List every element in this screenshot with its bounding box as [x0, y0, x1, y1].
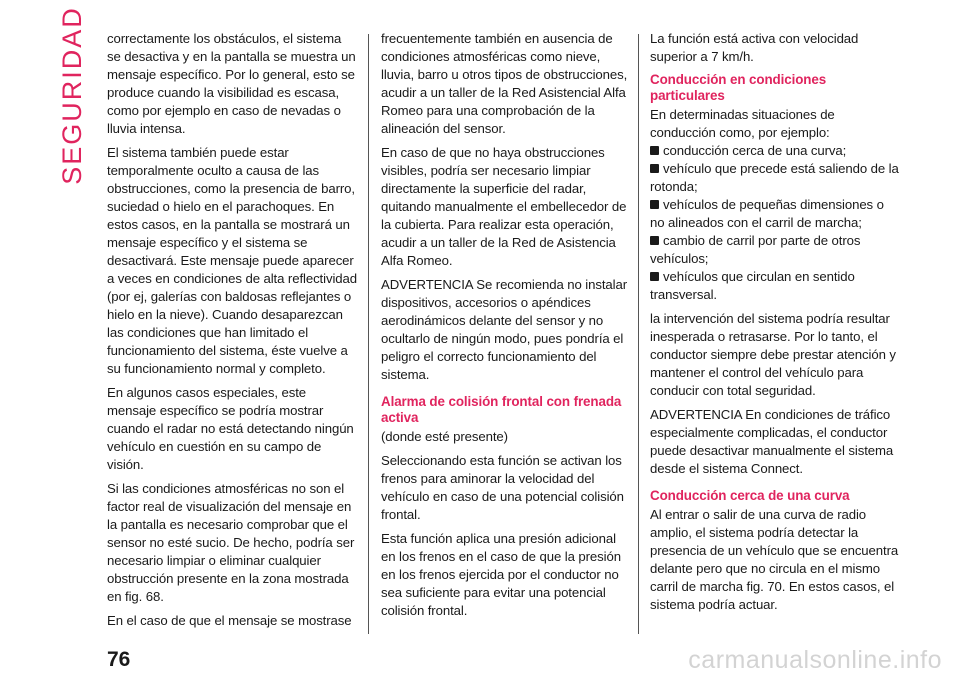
paragraph: En el caso de que el mensaje se mostrase	[107, 613, 352, 628]
bullet-list	[650, 142, 900, 304]
section-heading: Alarma de colisión frontal con frenada activa	[381, 394, 622, 425]
text-column-2	[381, 30, 629, 626]
list-item-text: cambio de carril por parte de otros vehículos;	[650, 233, 861, 266]
paragraph: En caso de que no haya obstrucciones visibles, podría ser necesario limpiar directamente la superficie del radar, quitando manualmente el embellecedor de la cubierta. Para realizar esta operación, acudir a un taller de la Red de Asistencia Alfa Romeo.	[381, 145, 627, 268]
text-column-3	[650, 30, 900, 620]
text-column-1	[107, 30, 357, 636]
paragraph: El sistema también puede estar temporalmente oculto a causa de las obstrucciones, como la presencia de barro, suciedad o hielo en el parachoques. En estos casos, en la pantalla se mostrará un mensaje específico y el sistema se desactivará. Este mensaje puede aparecer a veces en condiciones de alta reflectividad (por ej, galerías con baldosas reflejantes o hielo en la nieve). Cuando desaparezcan las condiciones que han limitado el funcionamiento del sistema, éste vuelve a su funcionamiento normal y completo.	[107, 145, 357, 376]
paragraph: En algunos casos especiales, este mensaje específico se podría mostrar cuando el radar no está detectando ningún vehículo en cuestión en su campo de visión.	[107, 385, 354, 472]
column-divider	[368, 34, 369, 634]
warning-paragraph: ADVERTENCIA Se recomienda no instalar dispositivos, accesorios o apéndices aerodinámicos delante del sensor y no ocultarlo de ningún modo, pues pondría el peligro el correcto funcionamiento del sistema.	[381, 277, 627, 382]
paragraph: (donde esté presente)	[381, 429, 508, 444]
paragraph: En determinadas situaciones de conducción como, por ejemplo:	[650, 107, 835, 140]
paragraph: correctamente los obstáculos, el sistema se desactiva y en la pantalla se muestra un mensaje específico. Por lo general, esto se produce cuando la visibilidad es escasa, como por ejemplo en caso de nevadas o lluvia intensa.	[107, 31, 356, 136]
list-item	[650, 232, 900, 268]
checkbox-bullet-icon	[650, 272, 659, 281]
section-tab-label: SEGURIDAD	[56, 5, 87, 185]
checkbox-bullet-icon	[650, 236, 659, 245]
list-item	[650, 196, 900, 232]
list-item-text: vehículo que precede está saliendo de la rotonda;	[650, 161, 899, 194]
column-divider	[638, 34, 639, 634]
section-tab	[52, 5, 92, 185]
paragraph: frecuentemente también en ausencia de condiciones atmosféricas como nieve, lluvia, barro u otros tipos de obstrucciones, acudir a un taller de la Red Asistencial Alfa Romeo para una comprobación de la alineación del sensor.	[381, 31, 628, 136]
watermark: carmanualsonline.info	[688, 646, 942, 674]
page-number: 76	[107, 648, 131, 671]
section-heading: Conducción cerca de una curva	[650, 488, 850, 503]
paragraph: Al entrar o salir de una curva de radio amplio, el sistema podría detectar la presencia de un vehículo que se encuentra delante pero que no circula en el mismo carril de marcha fig. 70. En estos casos, el sistema podría actuar.	[650, 507, 899, 612]
paragraph: Esta función aplica una presión adicional en los frenos en el caso de que la presión en los frenos ejercida por el conductor no sea suficiente para evitar una potencial colisión frontal.	[381, 531, 621, 618]
list-item-text: vehículos de pequeñas dimensiones o no alineados con el carril de marcha;	[650, 197, 884, 230]
list-item	[650, 160, 900, 196]
paragraph: Si las condiciones atmosféricas no son el factor real de visualización del mensaje en la pantalla es necesario comprobar que el sensor no esté sucio. De hecho, podría ser necesario limpiar o eliminar cualquier obstrucción presente en la zona mostrada en fig. 68.	[107, 481, 355, 604]
list-item	[650, 268, 900, 304]
warning-paragraph: ADVERTENCIA En condiciones de tráfico especialmente complicadas, el conductor puede desactivar manualmente el sistema desde el sistema Connect.	[650, 407, 894, 476]
checkbox-bullet-icon	[650, 164, 659, 173]
list-item-text: vehículos que circulan en sentido transversal.	[650, 269, 855, 302]
paragraph: La función está activa con velocidad superior a 7 km/h.	[650, 31, 859, 64]
paragraph: la intervención del sistema podría resultar inesperada o retrasarse. Por lo tanto, el conductor siempre debe prestar atención y mantener el control del vehículo para conducir con total seguridad.	[650, 311, 896, 398]
list-item-text: conducción cerca de una curva;	[663, 143, 847, 158]
list-item	[650, 142, 900, 160]
paragraph: Seleccionando esta función se activan los frenos para aminorar la velocidad del vehículo en caso de una potencial colisión frontal.	[381, 453, 624, 522]
checkbox-bullet-icon	[650, 146, 659, 155]
section-heading: Conducción en condiciones particulares	[650, 72, 827, 103]
checkbox-bullet-icon	[650, 200, 659, 209]
